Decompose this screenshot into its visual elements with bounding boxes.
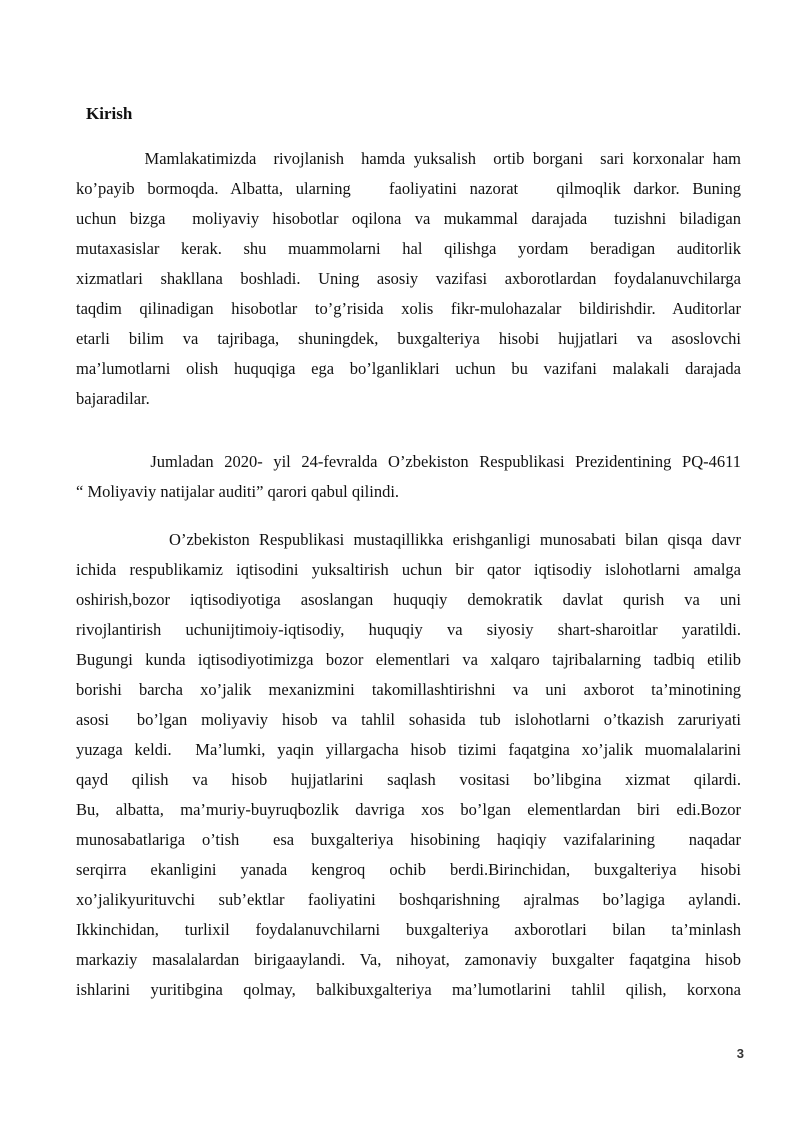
text-line: yuzaga keldi. Ma’lumki, yaqin yillargacha hisob tizimi faqatgina xo’jalik muomalalarini — [76, 740, 741, 759]
paragraph-intro — [76, 144, 741, 414]
text-line: oshirish,bozor iqtisodiyotiga asoslangan huquqiy demokratik davlat qurish va uni — [76, 590, 741, 609]
text-line: ichida respublikamiz iqtisodini yuksaltirish uchun bir qator iqtisodiy islohotlarni amalga — [76, 560, 741, 579]
text-line: ma’lumotlarni olish huquqiga ega bo’lganliklari uchun bu vazifani malakali darajada — [76, 359, 741, 378]
text-line: taqdim qilinadigan hisobotlar to’g’risida xolis fikr-mulohazalar bildirishdir. Auditorlar — [76, 299, 741, 318]
text-line: serqirra ekanligini yanada kengroq ochib berdi.Birinchidan, buxgalteriya hisobi — [76, 860, 741, 879]
page-number: 3 — [736, 1046, 744, 1061]
text-line: markaziy masalalardan birigaaylandi. Va, nihoyat, zamonaviy buxgalter faqatgina hisob — [76, 950, 741, 969]
text-line: etarli bilim va tajribaga, shuningdek, buxgalteriya hisobi hujjatlari va asoslovchi — [76, 329, 741, 348]
text-line: qayd qilish va hisob hujjatlarini saqlash vositasi bo’libgina xizmat qilardi. — [76, 770, 741, 789]
paragraph-reforms — [76, 525, 741, 1005]
text-line: Mamlakatimizda rivojlanish hamda yuksalish ortib borgani sari korxonalar ham — [76, 149, 741, 168]
text-line: mutaxasislar kerak. shu muammolarni hal qilishga yordam beradigan auditorlik — [76, 239, 741, 258]
text-line: Ikkinchidan, turlixil foydalanuvchilarni buxgalteriya axborotlari bilan ta’minlash — [76, 920, 741, 939]
text-line: “ Moliyaviy natijalar auditi” qarori qabul qilindi. — [76, 482, 400, 501]
section-heading: Kirish — [86, 104, 133, 123]
paragraph-decree — [76, 447, 741, 507]
text-line: munosabatlariga o’tish esa buxgalteriya hisobining haqiqiy vazifalarining naqadar — [76, 830, 741, 849]
text-line: rivojlantirish uchunijtimoiy-iqtisodiy, huquqiy va siyosiy shart-sharoitlar yaratildi. — [76, 620, 741, 639]
text-line: bajaradilar. — [76, 389, 150, 408]
text-line: xizmatlari shakllana boshladi. Uning asosiy vazifasi axborotlardan foydalanuvchilarga — [76, 269, 741, 288]
text-line: asosi bo’lgan moliyaviy hisob va tahlil sohasida tub islohotlarni o’tkazish zaruriyati — [76, 710, 741, 729]
text-line: Bugungi kunda iqtisodiyotimizga bozor elementlari va xalqaro tajribalarning tadbiq etilib — [76, 650, 741, 669]
text-line: borishi barcha xo’jalik mexanizmini takomillashtirishni va uni axborot ta’minotining — [76, 680, 741, 699]
text-line: uchun bizga moliyaviy hisobotlar oqilona va mukammal darajada tuzishni biladigan — [76, 209, 741, 228]
text-line: ishlarini yuritibgina qolmay, balkibuxgalteriya ma’lumotlarini tahlil qilish, korxona — [76, 980, 741, 999]
text-line: ko’payib bormoqda. Albatta, ularning faoliyatini nazorat qilmoqlik darkor. Buning — [76, 179, 741, 198]
text-line: O’zbekiston Respublikasi mustaqillikka erishganligi munosabati bilan qisqa davr — [76, 530, 741, 549]
text-line: Bu, albatta, ma’muriy-buyruqbozlik davriga xos bo’lgan elementlardan biri edi.Bozor — [76, 800, 741, 819]
text-line: Jumladan 2020- yil 24-fevralda O’zbekiston Respublikasi Prezidentining PQ-4611 — [76, 452, 741, 471]
text-line: xo’jalikyurituvchi sub’ektlar faoliyatini boshqarishning ajralmas bo’lagiga aylandi. — [76, 890, 741, 909]
